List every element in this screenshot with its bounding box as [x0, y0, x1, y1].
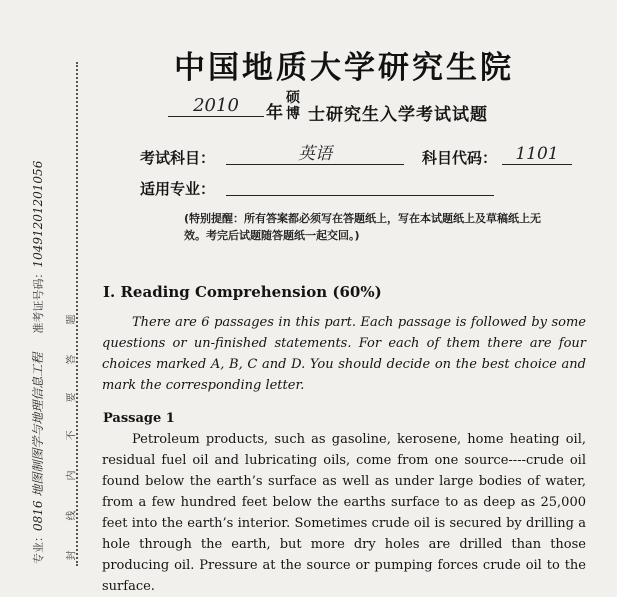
exam-year: 2010 [168, 96, 264, 117]
seal-word: 要 [66, 392, 78, 403]
school-title: 中国地质大学研究生院 [174, 50, 514, 86]
seal-word: 内 [66, 470, 78, 481]
subject-label: 考试科目： [140, 149, 216, 167]
binding-major-label: 专业： [32, 531, 45, 564]
binding-major-value: 0816 地图制图学与地理信息工程 [31, 352, 45, 531]
seal-word: 题 [66, 314, 78, 325]
seal-word: 答 [66, 354, 78, 365]
code-blank [502, 144, 572, 165]
special-notice: (特别提醒：所有答案都必须写在答题纸上，写在本试题纸上及草稿纸上无效。考完后试题随答题纸一起交回。) [184, 212, 542, 242]
passage-title: Passage 1 [103, 411, 175, 426]
subject-blank [226, 144, 404, 165]
seal-word: 不 [66, 430, 78, 441]
exam-title-line [168, 90, 588, 136]
binding-strip [0, 0, 82, 566]
major-blank [226, 175, 494, 196]
year-suffix: 年 [266, 103, 283, 123]
subject-value: 英语 [298, 144, 332, 164]
degree-choice [286, 90, 308, 122]
passage-text: Petroleum products, such as gasoline, kerosene, home heating oil, residual fuel oil and lubricating oils, come from one source----crude oil found below the earth’s surface as well as under large bodies of water, from a few hundred feet below the earths surface to as deep as 25,000 feet into the earth’s interior. Sometimes crude oil is secured by drilling a hole through the earth, but more dry holes are drilled than those producing oil. Pressure at the source or pumping forces crude oil to the surface. [102, 432, 586, 594]
code-value: 1101 [515, 144, 559, 164]
degree-doctor: 博 [286, 106, 300, 122]
seal-word: 线 [66, 510, 78, 521]
section-title: I. Reading Comprehension (60%) [103, 283, 382, 301]
section-instructions: There are 6 passages in this part. Each passage is followed by some questions or un-finished statements. For each of them there are four choices marked A, B, C and D. You should decide on the best choice and mark the corresponding letter. [102, 315, 586, 393]
major-label: 适用专业： [140, 180, 216, 198]
code-label: 科目代码： [422, 149, 498, 167]
seal-word: 封 [66, 550, 78, 561]
binding-info [29, 161, 46, 564]
exam-title: 士研究生入学考试试题 [308, 105, 488, 125]
degree-master: 硕 [286, 90, 300, 106]
binding-exam-no-value: 10491201201056 [31, 160, 45, 268]
binding-exam-no-label: 准考证号码： [32, 267, 45, 334]
